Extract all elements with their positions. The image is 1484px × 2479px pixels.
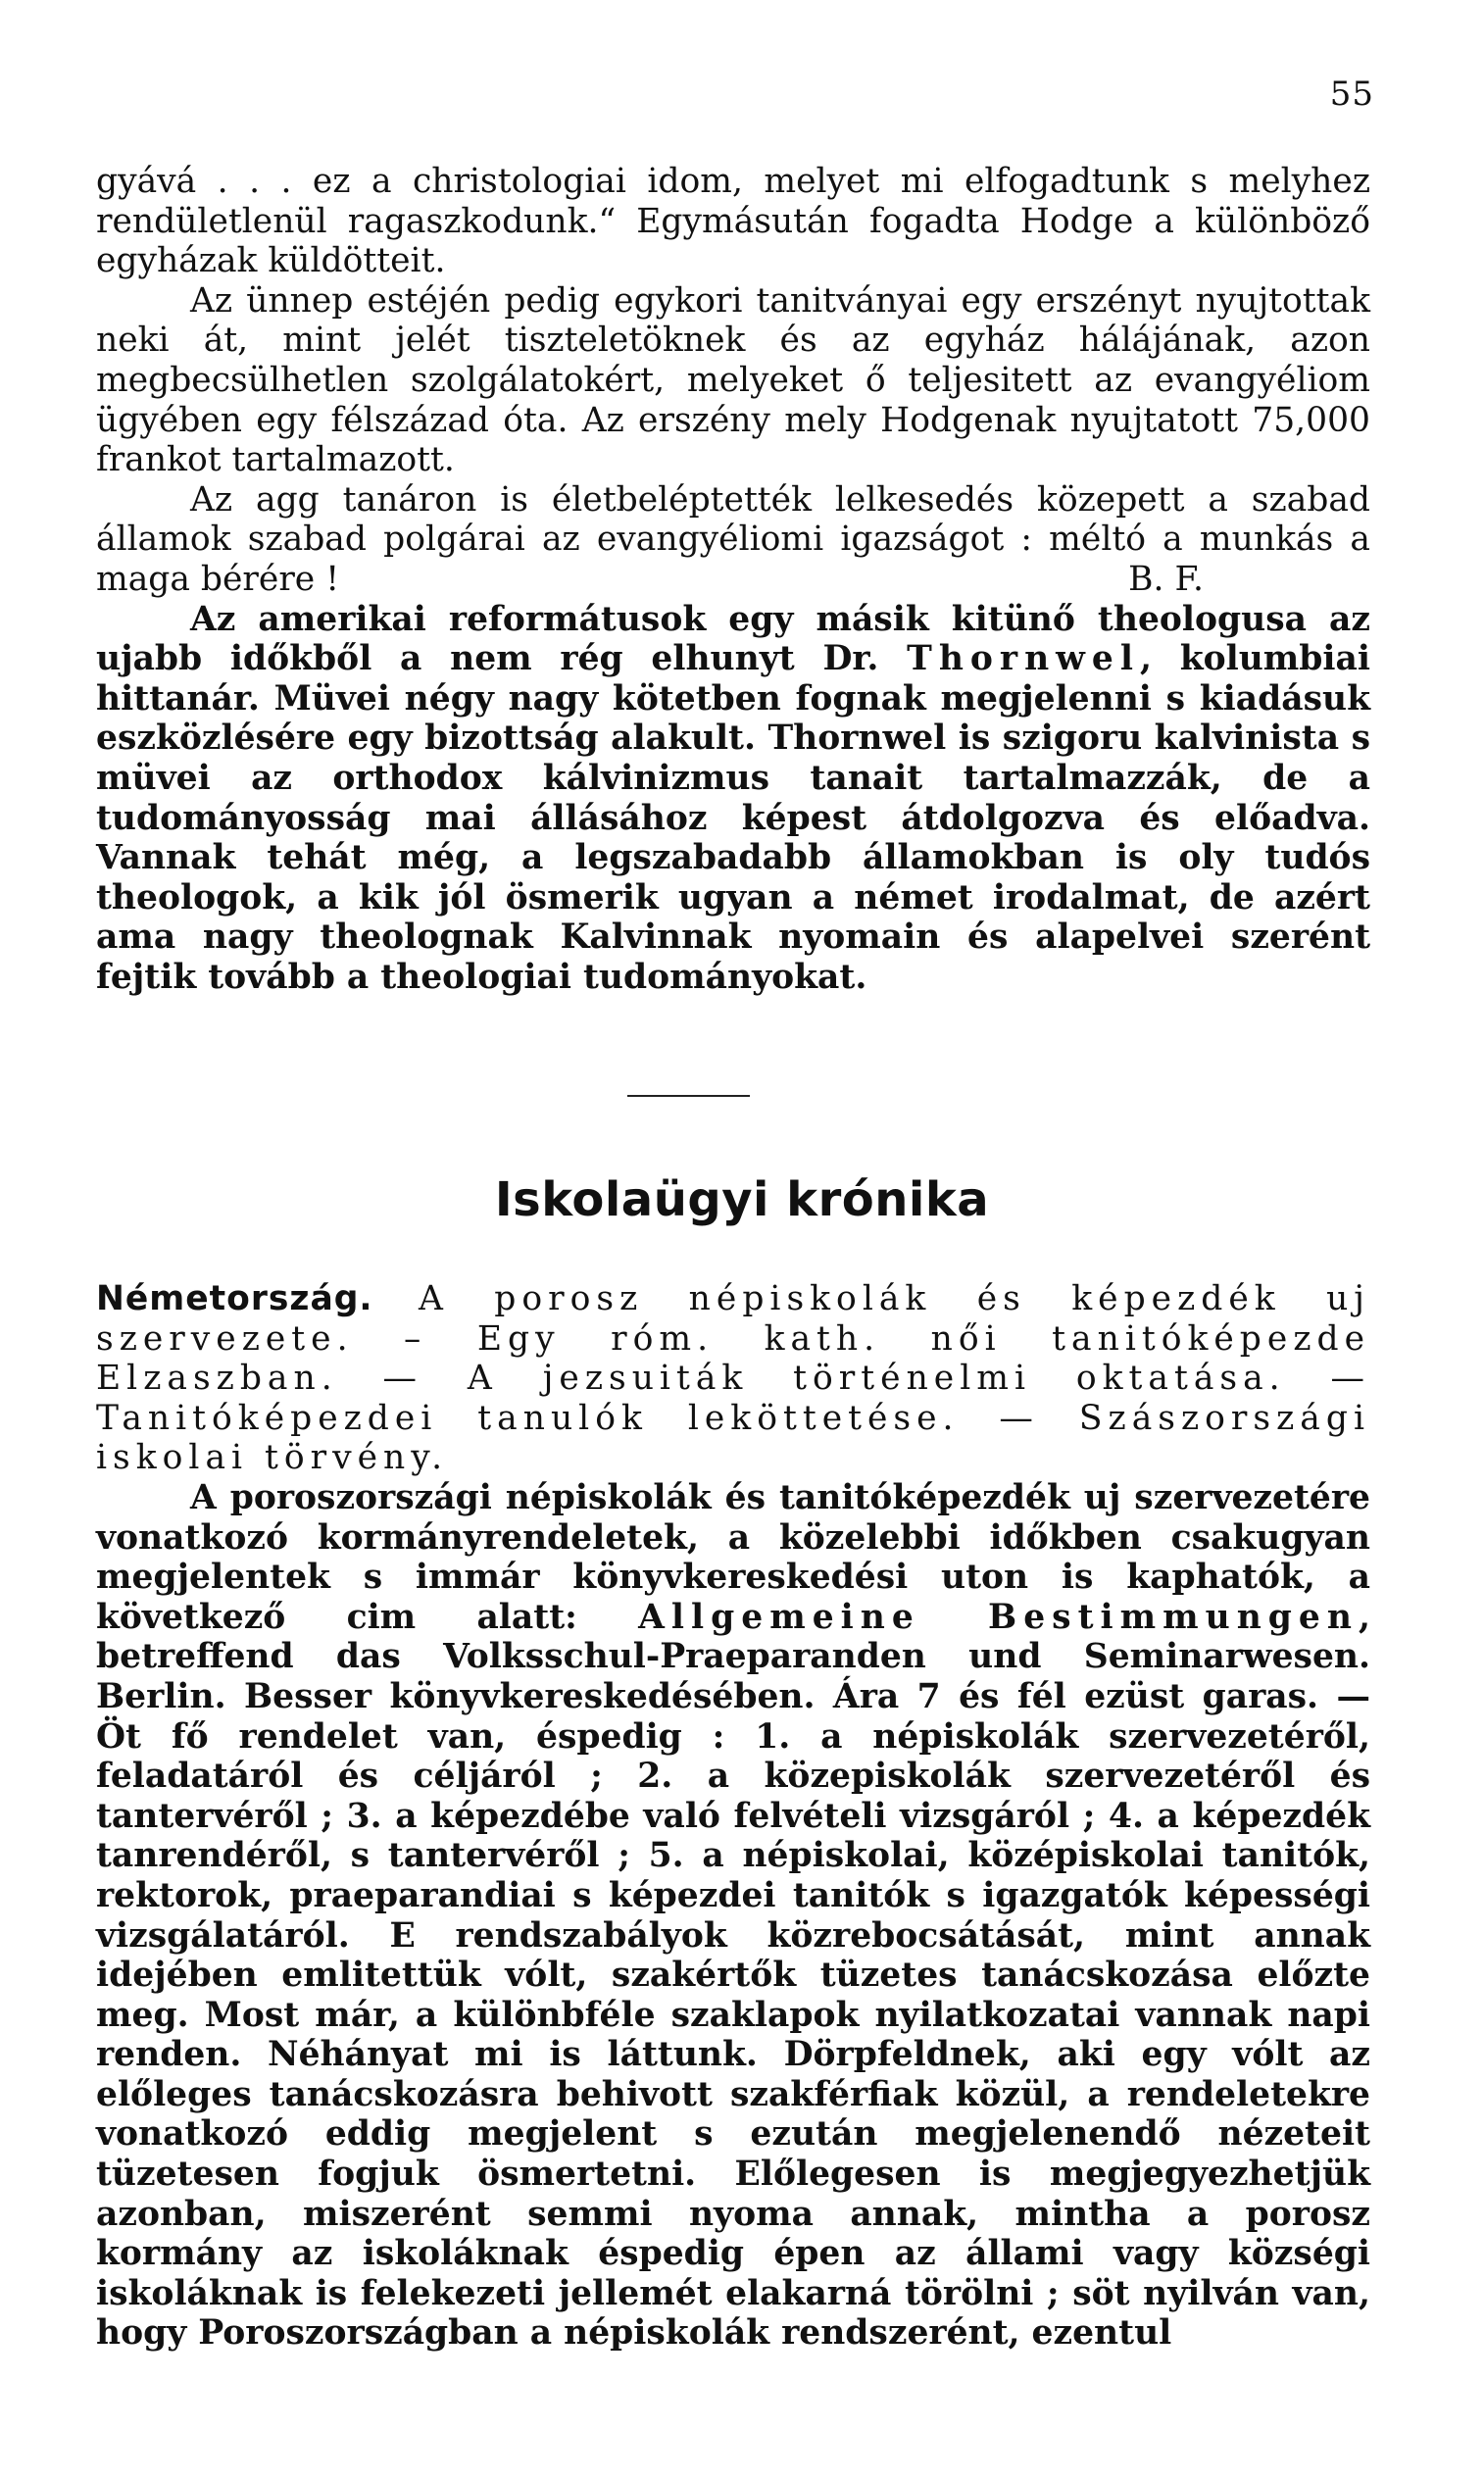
section-title: Iskolaügyi krónika [494,1172,990,1227]
paragraph-purse-gift: Az ünnep estéjén pedig egykori tanitványai egy erszényt nyujtottak neki át, mint jelét tiszteletöknek és az egyház hálájának, azon megbecsülhetlen szolgálatokért, melyeket ő teljesitett az evangyéliom ügyében egy félszázad óta. Az erszény mely Hodgenak nyujtatott 75,000 frankot tartalmazott. [96,280,1370,480]
section-summary [96,1279,1370,1478]
page-number: 55 [1329,74,1374,114]
thornwel-name: Thornwel [907,639,1140,679]
section-divider [627,1095,750,1097]
school-chronicle [96,1279,1370,2354]
decrees-rest: , betreffend das Volksschul-Praeparanden und Seminarwesen. Berlin. Besser könyvkereskedésében. Ára 7 és fél ezüst garas. — Öt fő rendelet van, éspedig : 1. a népiskolák szervezetéről, feladatáról és céljáról ; 2. a közepiskolák szervezetéről és tantervéről ; 3. a képezdébe való felvételi vizsgáról ; 4. a képezdék tanrendéről, s tantervéről ; 5. a népiskolai, középiskolai tanitók, rektorok, praeparandiai s képezdei tanitók s igazgatók képességi vizsgálatáról. E rendszabályok közrebocsátását, mint annak idejében emlitettük vólt, szakértők tüzetes tanácskozása előzte meg. Most már, a különbféle szaklapok nyilatkozatai vannak napi renden. Néhányat mi is láttunk. Dörpfeldnek, aki egy vólt az előleges tanácskozásra behivott szakférfiak közül, a rendeletekre vonatkozó eddig megjelent s ezután megjelenendő nézeteit tüzetesen fogjuk ösmertetni. Előlegesen is megjegyezhetjük azonban, miszerént semmi nyoma annak, mintha a porosz kormány az iskoláknak éspedig épen az állami vagy községi iskoláknak is felekezeti jellemét elakarná törölni ; söt nyilván van, hogy Poroszországban a népiskolák rendszerént, ezentul [96,1597,1370,2354]
author-signature: B. F. [1128,559,1204,599]
thornwel-rest: , kolumbiai hittanár. Müvei négy nagy kötetben fognak megjelenni s kiadásuk eszközlésére egy bizottság alakult. Thornwel is szigoru kalvinista s müvei az orthodox kálvinizmus tanait tartalmazzák, de a tudományosság mai állásához képest átdolgozva és előadva. Vannak tehát még, a legszabadabb államokban is oly tudós theologok, a kik jól ösmerik ugyan a német irodalmat, de azért ama nagy theolognak Kalvinnak nyomain és alapelvei szerént fejtik tovább a theologiai tudományokat. [96,639,1370,997]
paragraph-thornwel [96,600,1370,998]
paragraph-hodge-quote: gyává . . . ez a christologiai idom, melyet mi elfogadtunk s melyhez rendületlenül ragaszkodunk.“ Egymásután fogadta Hodge a különböző egyházak küldötteit. [96,162,1370,281]
country-heading: Németország. [96,1279,373,1318]
paragraph-prussian-decrees [96,1478,1370,2354]
decrees-title: Allgemeine Bestimmungen [638,1597,1359,1637]
old-professor-text: Az agg tanáron is életbeléptették lelkesedés közepett a szabad államok szabad polgárai az evangyéliomi igazságot : méltó a munkás a maga bérére ! [96,479,1370,599]
thornwel-intro: Az amerikai reformátusok egy másik kitünő theologusa az ujabb időkből a nem rég elhunyt Dr. [96,599,1370,679]
decrees-intro: A poroszországi népiskolák és tanitóképezdék uj szervezetére vonatkozó kormányrendeletek, a közelebbi időkben csakugyan megjelentek s immár könyvkereskedési uton is kaphatók, a következő cim alatt: [96,1477,1370,1637]
paragraph-old-professor [96,480,1370,600]
summary-topics: A porosz népiskolák és képezdék uj szervezete. – Egy róm. kath. női tanitóképezde Elzaszban. — A jezsuiták történelmi oktatása. — Tanitóképezdei tanulók leköttetése. — Szászországi iskolai törvény. [96,1279,1371,1478]
article-continuation [96,162,1370,997]
